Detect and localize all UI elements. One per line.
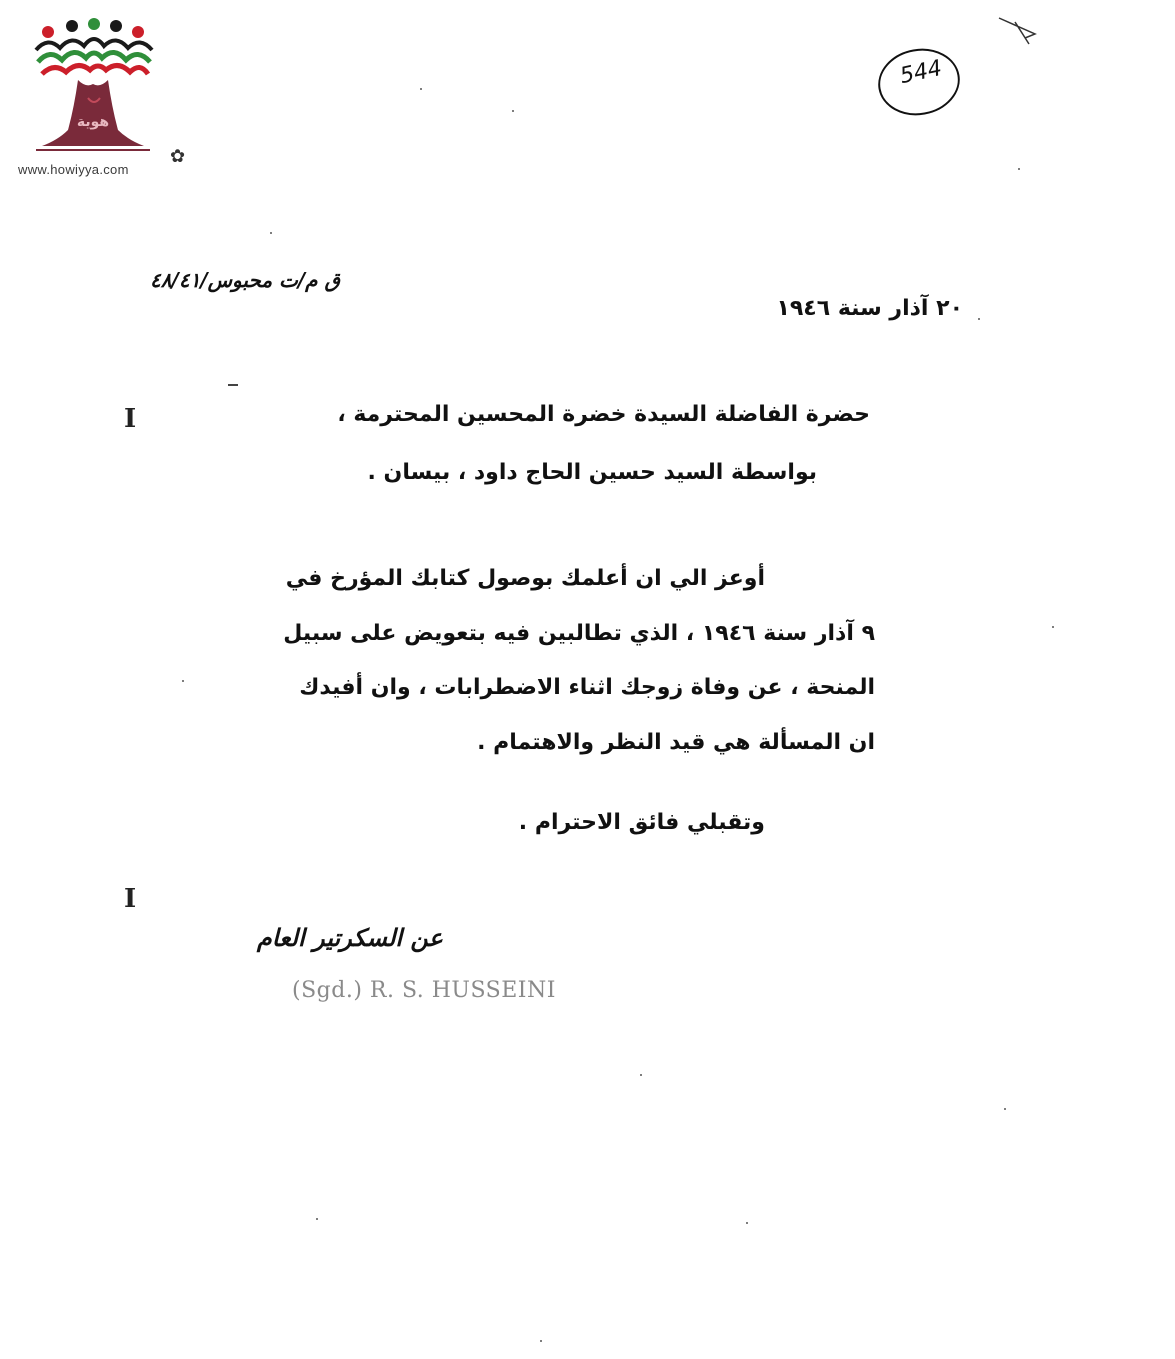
signature-title: عن السكرتير العام: [256, 924, 443, 952]
body-line: أوعز الي ان أعلمك بوصول كتابك المؤرخ في: [285, 566, 765, 591]
scan-speck: [270, 232, 272, 234]
margin-mark: I: [124, 404, 137, 434]
letter-date: ٢٠ آذار سنة ١٩٤٦: [776, 296, 963, 321]
svg-text:هوية: هوية: [76, 114, 110, 130]
signed-name: (Sgd.) R. S. HUSSEINI: [292, 978, 556, 1003]
logo-url: www.howiyya.com: [18, 162, 129, 177]
scan-speck: [746, 1222, 748, 1224]
dash-mark: [228, 384, 238, 386]
scan-speck: [1018, 168, 1020, 170]
small-stamp-icon: ✿: [170, 146, 186, 167]
howiyya-logo: [28, 18, 158, 158]
scan-speck: [540, 1340, 542, 1342]
archive-page-number: 544: [897, 55, 945, 90]
addressee-line: حضرة الفاضلة السيدة خضرة المحسين المحترمة ،: [337, 402, 870, 427]
scan-speck: [1004, 1108, 1006, 1110]
body-line: ٩ آذار سنة ١٩٤٦ ، الذي تطالبين فيه بتعويض على سبيل: [283, 621, 875, 646]
body-line: ان المسألة هي قيد النظر والاهتمام .: [477, 730, 875, 755]
margin-mark: I: [124, 884, 137, 914]
corner-mark-icon: [995, 14, 1045, 64]
scan-speck: [512, 110, 514, 112]
reference-number: ق م/ت محبوس/٤٨/٤١: [150, 268, 340, 292]
body-line: المنحة ، عن وفاة زوجك اثناء الاضطرابات ، وان أفيدك: [299, 675, 875, 700]
scan-speck: [182, 680, 184, 682]
addressee-via-line: بواسطة السيد حسين الحاج داود ، بيسان .: [367, 460, 817, 485]
scan-speck: [640, 1074, 642, 1076]
scan-speck: [978, 318, 980, 320]
closing-line: وتقبلي فائق الاحترام .: [518, 810, 765, 835]
scan-speck: [1052, 626, 1054, 628]
scan-speck: [316, 1218, 318, 1220]
scan-speck: [420, 88, 422, 90]
